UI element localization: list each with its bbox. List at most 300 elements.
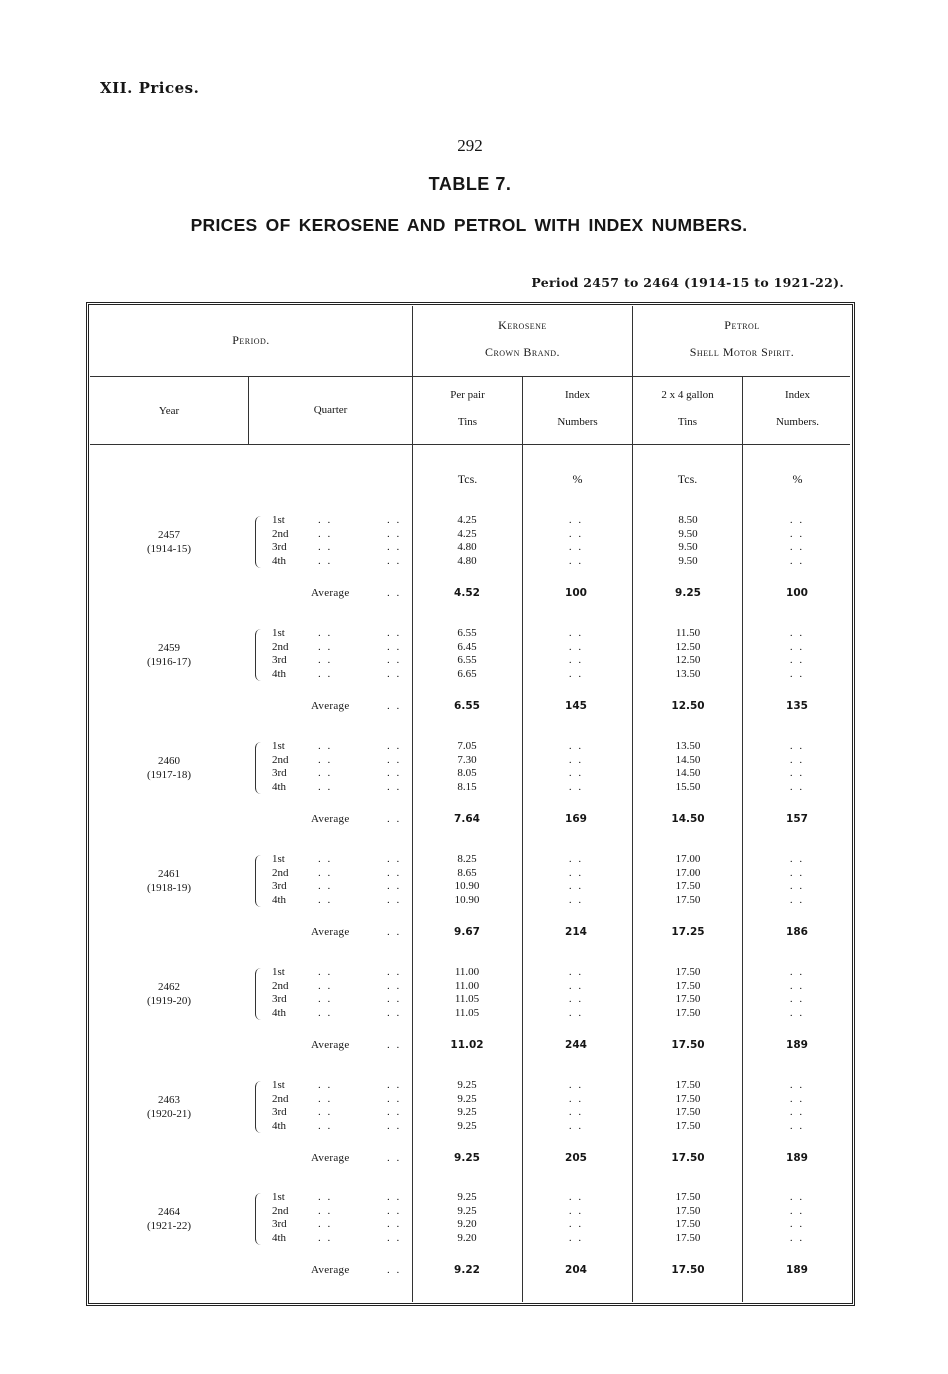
kerosene-index: . . bbox=[568, 554, 584, 567]
quarter-row bbox=[0, 1079, 948, 1093]
petrol-price: 17.50 bbox=[675, 893, 701, 906]
petrol-price: 9.50 bbox=[678, 554, 698, 567]
quarter-row bbox=[0, 1205, 948, 1219]
petrol-price: 17.50 bbox=[675, 1006, 701, 1019]
kerosene-index-average: 145 bbox=[565, 700, 587, 712]
quarter-label: 2nd bbox=[272, 979, 289, 992]
quarter-label: 2nd bbox=[272, 866, 289, 879]
year-group bbox=[0, 853, 948, 963]
quarter-row bbox=[0, 980, 948, 994]
leader-dots: . . bbox=[387, 1152, 402, 1164]
kerosene-index: . . bbox=[568, 893, 584, 906]
average-row bbox=[0, 811, 948, 827]
petrol-price: 8.50 bbox=[678, 514, 698, 526]
year-period: (1917-18) bbox=[147, 769, 191, 781]
quarter-row bbox=[0, 1007, 948, 1021]
leader-dots: . . bbox=[318, 753, 333, 766]
leader-dots: . . bbox=[318, 527, 333, 540]
petrol-price: 17.50 bbox=[675, 993, 701, 1005]
quarter-row bbox=[0, 880, 948, 894]
kerosene-price-average: 9.22 bbox=[454, 1264, 480, 1276]
average-label: Average bbox=[311, 926, 350, 938]
kerosene-index: . . bbox=[568, 780, 584, 793]
petrol-index: . . bbox=[789, 667, 805, 680]
table-number: TABLE 7. bbox=[428, 174, 512, 194]
kerosene-price: 7.05 bbox=[457, 740, 477, 752]
leader-dots: . . bbox=[318, 627, 333, 639]
leader-dots: . . bbox=[387, 514, 402, 526]
leader-dots: . . bbox=[318, 1092, 333, 1105]
leader-dots: . . bbox=[387, 1191, 402, 1203]
kerosene-price: 9.25 bbox=[457, 1204, 477, 1217]
petrol-price: 17.50 bbox=[675, 1106, 701, 1118]
petrol-price: 17.50 bbox=[675, 1191, 701, 1203]
kerosene-index: . . bbox=[568, 853, 584, 865]
kerosene-index: . . bbox=[568, 880, 584, 892]
kerosene-index: . . bbox=[568, 1106, 584, 1118]
petrol-index: . . bbox=[789, 1092, 805, 1105]
kerosene-index-average: 204 bbox=[565, 1264, 587, 1276]
leader-dots: . . bbox=[387, 1092, 402, 1105]
year-group bbox=[0, 627, 948, 737]
kerosene-index: . . bbox=[568, 979, 584, 992]
kerosene-price: 6.55 bbox=[457, 654, 477, 666]
leader-dots: . . bbox=[318, 1079, 333, 1091]
quarter-row bbox=[0, 654, 948, 668]
quarter-label: 1st bbox=[272, 966, 285, 978]
quarter-row bbox=[0, 1093, 948, 1107]
leader-dots: . . bbox=[387, 587, 402, 599]
year-group bbox=[0, 514, 948, 624]
petrol-index: . . bbox=[789, 740, 805, 752]
leader-dots: . . bbox=[318, 740, 333, 752]
quarter-label: 3rd bbox=[272, 880, 287, 892]
quarter-label: 4th bbox=[272, 1231, 287, 1244]
quarter-label: 4th bbox=[272, 554, 287, 567]
quarter-row bbox=[0, 894, 948, 908]
petrol-index: . . bbox=[789, 1231, 805, 1244]
kerosene-index: . . bbox=[568, 654, 584, 666]
leader-dots: . . bbox=[318, 1119, 333, 1132]
leader-dots: . . bbox=[387, 640, 402, 653]
quarter-label: 4th bbox=[272, 1006, 287, 1019]
header-petrol: Petrol bbox=[724, 318, 760, 332]
leader-dots: . . bbox=[318, 767, 333, 779]
petrol-price: 17.50 bbox=[675, 966, 701, 978]
average-row bbox=[0, 585, 948, 601]
petrol-price-average: 12.50 bbox=[671, 700, 705, 712]
kerosene-index-average: 244 bbox=[565, 1039, 587, 1051]
year-period: (1920-21) bbox=[147, 1108, 191, 1120]
petrol-price: 17.50 bbox=[675, 1231, 701, 1244]
leader-dots: . . bbox=[387, 700, 402, 712]
leader-dots: . . bbox=[318, 1006, 333, 1019]
petrol-price-average: 17.50 bbox=[671, 1264, 705, 1276]
petrol-price: 14.50 bbox=[675, 753, 701, 766]
year-period: (1914-15) bbox=[147, 543, 191, 555]
kerosene-price: 4.25 bbox=[457, 514, 477, 526]
petrol-price: 17.50 bbox=[675, 1079, 701, 1091]
kerosene-price: 11.00 bbox=[454, 966, 480, 978]
average-label: Average bbox=[311, 1152, 350, 1164]
petrol-index: . . bbox=[789, 780, 805, 793]
petrol-price: 14.50 bbox=[675, 767, 701, 779]
quarter-row bbox=[0, 966, 948, 980]
kerosene-index: . . bbox=[568, 667, 584, 680]
petrol-price: 12.50 bbox=[675, 654, 701, 666]
average-row bbox=[0, 1262, 948, 1278]
quarter-row bbox=[0, 1232, 948, 1246]
kerosene-index: . . bbox=[568, 1006, 584, 1019]
petrol-price: 13.50 bbox=[675, 667, 701, 680]
kerosene-price: 10.90 bbox=[454, 893, 480, 906]
petrol-price: 9.50 bbox=[678, 527, 698, 540]
quarter-row bbox=[0, 853, 948, 867]
kerosene-price: 8.15 bbox=[457, 780, 477, 793]
year-group bbox=[0, 1191, 948, 1301]
petrol-index: . . bbox=[789, 979, 805, 992]
petrol-index: . . bbox=[789, 1006, 805, 1019]
header-k-index-2: Numbers bbox=[557, 416, 598, 428]
petrol-index: . . bbox=[789, 627, 805, 639]
kerosene-price: 11.00 bbox=[454, 979, 480, 992]
kerosene-index-average: 100 bbox=[565, 587, 587, 599]
kerosene-index: . . bbox=[568, 541, 584, 553]
quarter-label: 2nd bbox=[272, 1204, 289, 1217]
quarter-row bbox=[0, 668, 948, 682]
petrol-price-average: 14.50 bbox=[671, 813, 705, 825]
unit-p-price: Tcs. bbox=[677, 472, 698, 486]
leader-dots: . . bbox=[387, 1079, 402, 1091]
year-group bbox=[0, 1079, 948, 1189]
kerosene-index-average: 205 bbox=[565, 1152, 587, 1164]
average-row bbox=[0, 1037, 948, 1053]
page-number: 292 bbox=[457, 136, 483, 155]
leader-dots: . . bbox=[387, 866, 402, 879]
quarter-row bbox=[0, 867, 948, 881]
quarter-label: 1st bbox=[272, 1079, 285, 1091]
petrol-price: 15.50 bbox=[675, 780, 701, 793]
petrol-index: . . bbox=[789, 1106, 805, 1118]
petrol-index-average: 100 bbox=[786, 587, 808, 599]
petrol-price: 17.50 bbox=[675, 880, 701, 892]
year-value: 2457 bbox=[158, 529, 180, 541]
petrol-index-average: 189 bbox=[786, 1264, 808, 1276]
quarter-label: 1st bbox=[272, 627, 285, 639]
kerosene-price: 8.65 bbox=[457, 866, 477, 879]
leader-dots: . . bbox=[318, 514, 333, 526]
leader-dots: . . bbox=[387, 1006, 402, 1019]
quarter-row bbox=[0, 641, 948, 655]
year-group bbox=[0, 966, 948, 1076]
petrol-index: . . bbox=[789, 1191, 805, 1203]
kerosene-index-average: 214 bbox=[565, 926, 587, 938]
average-label: Average bbox=[311, 813, 350, 825]
kerosene-index: . . bbox=[568, 514, 584, 526]
petrol-price: 17.50 bbox=[675, 1218, 701, 1230]
quarter-row bbox=[0, 1218, 948, 1232]
quarter-label: 1st bbox=[272, 1191, 285, 1203]
petrol-index: . . bbox=[789, 993, 805, 1005]
leader-dots: . . bbox=[318, 1204, 333, 1217]
quarter-label: 2nd bbox=[272, 527, 289, 540]
leader-dots: . . bbox=[387, 926, 402, 938]
leader-dots: . . bbox=[387, 1204, 402, 1217]
quarter-label: 1st bbox=[272, 740, 285, 752]
average-row bbox=[0, 924, 948, 940]
year-value: 2463 bbox=[158, 1094, 180, 1106]
leader-dots: . . bbox=[318, 966, 333, 978]
petrol-price-average: 17.50 bbox=[671, 1039, 705, 1051]
leader-dots: . . bbox=[387, 780, 402, 793]
year-value: 2460 bbox=[158, 755, 180, 767]
petrol-index: . . bbox=[789, 1218, 805, 1230]
petrol-index: . . bbox=[789, 866, 805, 879]
kerosene-price: 7.30 bbox=[457, 753, 477, 766]
kerosene-price: 8.05 bbox=[457, 767, 477, 779]
quarter-label: 4th bbox=[272, 1119, 287, 1132]
rule-header-2 bbox=[90, 444, 850, 445]
quarter-label: 1st bbox=[272, 514, 285, 526]
petrol-index: . . bbox=[789, 640, 805, 653]
kerosene-price: 8.25 bbox=[457, 853, 477, 865]
petrol-price: 17.00 bbox=[675, 866, 701, 879]
header-k-price-2: Tins bbox=[457, 416, 478, 428]
quarter-label: 4th bbox=[272, 780, 287, 793]
kerosene-index: . . bbox=[568, 1191, 584, 1203]
kerosene-price: 4.80 bbox=[457, 554, 477, 567]
kerosene-price-average: 9.25 bbox=[454, 1152, 480, 1164]
petrol-price-average: 17.50 bbox=[671, 1152, 705, 1164]
petrol-index-average: 189 bbox=[786, 1152, 808, 1164]
year-period: (1916-17) bbox=[147, 656, 191, 668]
quarter-label: 3rd bbox=[272, 993, 287, 1005]
year-group bbox=[0, 740, 948, 850]
leader-dots: . . bbox=[387, 1231, 402, 1244]
leader-dots: . . bbox=[387, 1119, 402, 1132]
petrol-index-average: 157 bbox=[786, 813, 808, 825]
petrol-index: . . bbox=[789, 527, 805, 540]
petrol-price: 17.50 bbox=[675, 979, 701, 992]
kerosene-price-average: 6.55 bbox=[454, 700, 480, 712]
kerosene-price: 6.65 bbox=[457, 667, 477, 680]
quarter-row bbox=[0, 754, 948, 768]
leader-dots: . . bbox=[318, 554, 333, 567]
quarter-label: 3rd bbox=[272, 1106, 287, 1118]
leader-dots: . . bbox=[387, 541, 402, 553]
petrol-index: . . bbox=[789, 753, 805, 766]
quarter-row bbox=[0, 1120, 948, 1134]
kerosene-index: . . bbox=[568, 767, 584, 779]
quarter-row bbox=[0, 514, 948, 528]
quarter-label: 2nd bbox=[272, 640, 289, 653]
petrol-price: 13.50 bbox=[675, 740, 701, 752]
leader-dots: . . bbox=[387, 993, 402, 1005]
period-range: Period 2457 to 2464 (1914-15 to 1921-22). bbox=[531, 275, 844, 290]
leader-dots: . . bbox=[318, 880, 333, 892]
average-label: Average bbox=[311, 1039, 350, 1051]
kerosene-price-average: 11.02 bbox=[450, 1039, 484, 1051]
petrol-price: 9.50 bbox=[678, 541, 698, 553]
leader-dots: . . bbox=[318, 866, 333, 879]
quarter-row bbox=[0, 541, 948, 555]
petrol-price: 17.00 bbox=[675, 853, 701, 865]
leader-dots: . . bbox=[387, 554, 402, 567]
quarter-row bbox=[0, 767, 948, 781]
leader-dots: . . bbox=[387, 740, 402, 752]
petrol-price-average: 9.25 bbox=[675, 587, 701, 599]
unit-k-price: Tcs. bbox=[457, 472, 478, 486]
petrol-index: . . bbox=[789, 880, 805, 892]
leader-dots: . . bbox=[318, 1106, 333, 1118]
petrol-index: . . bbox=[789, 853, 805, 865]
leader-dots: . . bbox=[387, 1106, 402, 1118]
quarter-row bbox=[0, 1191, 948, 1205]
header-p-price-1: 2 x 4 gallon bbox=[661, 389, 714, 401]
header-k-price-1: Per pair bbox=[450, 389, 485, 401]
petrol-price: 17.50 bbox=[675, 1119, 701, 1132]
leader-dots: . . bbox=[387, 813, 402, 825]
petrol-index: . . bbox=[789, 767, 805, 779]
leader-dots: . . bbox=[318, 1231, 333, 1244]
kerosene-index: . . bbox=[568, 527, 584, 540]
kerosene-price: 11.05 bbox=[454, 993, 480, 1005]
leader-dots: . . bbox=[387, 667, 402, 680]
petrol-index: . . bbox=[789, 514, 805, 526]
kerosene-index: . . bbox=[568, 966, 584, 978]
quarter-row bbox=[0, 993, 948, 1007]
leader-dots: . . bbox=[318, 667, 333, 680]
leader-dots: . . bbox=[387, 767, 402, 779]
leader-dots: . . bbox=[318, 640, 333, 653]
kerosene-index: . . bbox=[568, 1231, 584, 1244]
average-row bbox=[0, 698, 948, 714]
petrol-price: 12.50 bbox=[675, 640, 701, 653]
leader-dots: . . bbox=[318, 780, 333, 793]
average-row bbox=[0, 1150, 948, 1166]
quarter-row bbox=[0, 781, 948, 795]
petrol-index: . . bbox=[789, 554, 805, 567]
leader-dots: . . bbox=[387, 753, 402, 766]
kerosene-price: 9.20 bbox=[457, 1231, 477, 1244]
kerosene-price: 6.55 bbox=[457, 627, 477, 639]
year-value: 2462 bbox=[158, 981, 180, 993]
quarter-row bbox=[0, 740, 948, 754]
quarter-label: 2nd bbox=[272, 753, 289, 766]
leader-dots: . . bbox=[318, 1191, 333, 1203]
year-period: (1919-20) bbox=[147, 995, 191, 1007]
leader-dots: . . bbox=[387, 853, 402, 865]
quarter-row bbox=[0, 1106, 948, 1120]
quarter-label: 1st bbox=[272, 853, 285, 865]
leader-dots: . . bbox=[387, 966, 402, 978]
year-period: (1921-22) bbox=[147, 1220, 191, 1232]
kerosene-index: . . bbox=[568, 753, 584, 766]
leader-dots: . . bbox=[387, 654, 402, 666]
header-quarter: Quarter bbox=[313, 404, 348, 416]
petrol-index: . . bbox=[789, 1204, 805, 1217]
year-value: 2459 bbox=[158, 642, 180, 654]
leader-dots: . . bbox=[387, 627, 402, 639]
quarter-label: 3rd bbox=[272, 767, 287, 779]
header-p-index-2: Numbers. bbox=[775, 416, 820, 428]
kerosene-index: . . bbox=[568, 640, 584, 653]
kerosene-index: . . bbox=[568, 1079, 584, 1091]
quarter-label: 4th bbox=[272, 893, 287, 906]
average-label: Average bbox=[311, 587, 350, 599]
kerosene-price: 10.90 bbox=[454, 880, 480, 892]
header-year: Year bbox=[158, 405, 180, 417]
leader-dots: . . bbox=[387, 527, 402, 540]
leader-dots: . . bbox=[318, 893, 333, 906]
kerosene-price: 9.25 bbox=[457, 1079, 477, 1091]
kerosene-price: 9.25 bbox=[457, 1106, 477, 1118]
leader-dots: . . bbox=[387, 1039, 402, 1051]
header-p-index-1: Index bbox=[784, 389, 811, 401]
kerosene-price: 9.25 bbox=[457, 1191, 477, 1203]
quarter-row bbox=[0, 555, 948, 569]
kerosene-price: 4.80 bbox=[457, 541, 477, 553]
kerosene-index: . . bbox=[568, 1119, 584, 1132]
year-period: (1918-19) bbox=[147, 882, 191, 894]
leader-dots: . . bbox=[387, 979, 402, 992]
header-k-index-1: Index bbox=[564, 389, 591, 401]
petrol-index-average: 186 bbox=[786, 926, 808, 938]
leader-dots: . . bbox=[318, 1218, 333, 1230]
kerosene-index: . . bbox=[568, 740, 584, 752]
kerosene-index: . . bbox=[568, 1092, 584, 1105]
leader-dots: . . bbox=[318, 853, 333, 865]
petrol-index: . . bbox=[789, 1119, 805, 1132]
leader-dots: . . bbox=[387, 1264, 402, 1276]
quarter-label: 3rd bbox=[272, 654, 287, 666]
kerosene-price: 4.25 bbox=[457, 527, 477, 540]
kerosene-index: . . bbox=[568, 1218, 584, 1230]
petrol-index: . . bbox=[789, 1079, 805, 1091]
quarter-label: 3rd bbox=[272, 1218, 287, 1230]
kerosene-price-average: 9.67 bbox=[454, 926, 480, 938]
kerosene-price: 6.45 bbox=[457, 640, 477, 653]
petrol-price: 17.50 bbox=[675, 1204, 701, 1217]
petrol-price: 11.50 bbox=[675, 627, 701, 639]
kerosene-index: . . bbox=[568, 993, 584, 1005]
leader-dots: . . bbox=[318, 541, 333, 553]
header-kerosene: Kerosene bbox=[498, 318, 547, 332]
petrol-index: . . bbox=[789, 966, 805, 978]
petrol-price: 17.50 bbox=[675, 1092, 701, 1105]
header-kerosene-brand: Crown Brand. bbox=[484, 345, 561, 359]
kerosene-index: . . bbox=[568, 866, 584, 879]
average-label: Average bbox=[311, 1264, 350, 1276]
year-value: 2461 bbox=[158, 868, 180, 880]
year-value: 2464 bbox=[158, 1206, 180, 1218]
leader-dots: . . bbox=[318, 979, 333, 992]
header-period: Period. bbox=[232, 333, 270, 347]
section-heading: XII. Prices. bbox=[100, 79, 200, 97]
kerosene-index: . . bbox=[568, 1204, 584, 1217]
header-petrol-brand: Shell Motor Spirit. bbox=[689, 345, 795, 359]
table-title: PRICES OF KEROSENE AND PETROL WITH INDEX NUMBERS. bbox=[190, 215, 748, 235]
kerosene-price: 9.25 bbox=[457, 1119, 477, 1132]
rule-header-1 bbox=[90, 376, 850, 377]
quarter-row bbox=[0, 627, 948, 641]
leader-dots: . . bbox=[387, 893, 402, 906]
kerosene-price: 11.05 bbox=[454, 1006, 480, 1019]
leader-dots: . . bbox=[387, 1218, 402, 1230]
leader-dots: . . bbox=[387, 880, 402, 892]
kerosene-price: 9.20 bbox=[457, 1218, 477, 1230]
quarter-label: 4th bbox=[272, 667, 287, 680]
